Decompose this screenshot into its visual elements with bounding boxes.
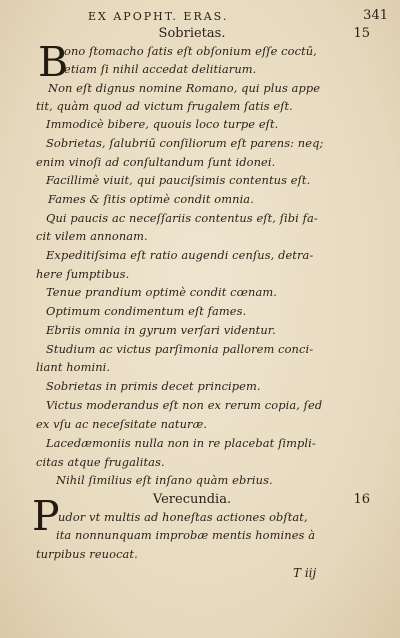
text-line: Immodicè bibere, quouis loco turpe eſt. <box>46 117 279 131</box>
text-line: Studium ac victus parſimonia pallorem conci- <box>46 342 314 356</box>
text-line: Ebriis omnia in gyrum verſari videntur. <box>46 323 276 337</box>
running-head <box>88 8 388 26</box>
text-line: Fames & ſitis optimè condit omnia. <box>48 192 254 206</box>
text-line: Sobrietas, ſalubriū conſiliorum eſt parens: neq; <box>46 136 324 150</box>
text-line: Facillimè viuit, qui pauciſsimis contentus eſt. <box>46 173 311 187</box>
text-line: Tenue prandium optimè condit cœnam. <box>46 285 277 299</box>
text-line: ita nonnunquam improbæ mentis homines à <box>56 528 316 542</box>
drop-cap: P <box>32 492 60 540</box>
running-head-title: EX APOPHT. ERAS. <box>88 10 229 23</box>
text-line: Victus moderandus eſt non ex rerum copia, ſed <box>46 398 323 412</box>
text-line: liant homini. <box>36 360 111 374</box>
section-number: 16 <box>353 492 370 507</box>
text-line: Sobrietas in primis decet principem. <box>46 379 261 393</box>
text-line: etiam ſi nihil accedat delitiarum. <box>64 62 257 76</box>
text-line: turpibus reuocat. <box>36 547 138 561</box>
text-line: cit vilem annonam. <box>36 229 148 243</box>
text-line: Qui paucis ac neceſſariis contentus eſt, ſibi fa- <box>46 211 318 225</box>
text-line: citas atque frugalitas. <box>36 455 165 469</box>
section-heading-verecundia <box>32 492 372 508</box>
section-title: Verecundia. <box>152 492 232 507</box>
text-line: udor vt multis ad honeſtas actiones obſtat, <box>58 510 308 524</box>
folio-number: 341 <box>363 8 388 23</box>
text-line: Nihil ſimilius eſt inſano quàm ebrius. <box>56 473 273 487</box>
text-line: enim vinoſi ad conſultandum ſunt idonei. <box>36 155 276 169</box>
text-line: tit, quàm quod ad victum frugalem ſatis eſt. <box>36 99 293 113</box>
text-line: here ſumptibus. <box>36 267 130 281</box>
text-line: Expeditiſsima eſt ratio augendi cenſus, detra- <box>46 248 314 262</box>
text-line: Lacedæmoniis nulla non in re placebat ſimpli- <box>46 436 316 450</box>
text-line: ex vſu ac neceſsitate naturæ. <box>36 417 208 431</box>
section-number: 15 <box>353 26 370 41</box>
text-line: Non eſt dignus nomine Romano, qui plus appe <box>48 81 321 95</box>
drop-cap: B <box>38 38 69 86</box>
signature-mark: T iij <box>293 566 317 580</box>
text-line: ono ſtomacho ſatis eſt obſonium eſſe coctū, <box>64 44 317 58</box>
text-line: Optimum condimentum eſt fames. <box>46 304 247 318</box>
section-title: Sobrietas. <box>158 26 226 41</box>
section-heading-sobrietas <box>32 26 372 42</box>
